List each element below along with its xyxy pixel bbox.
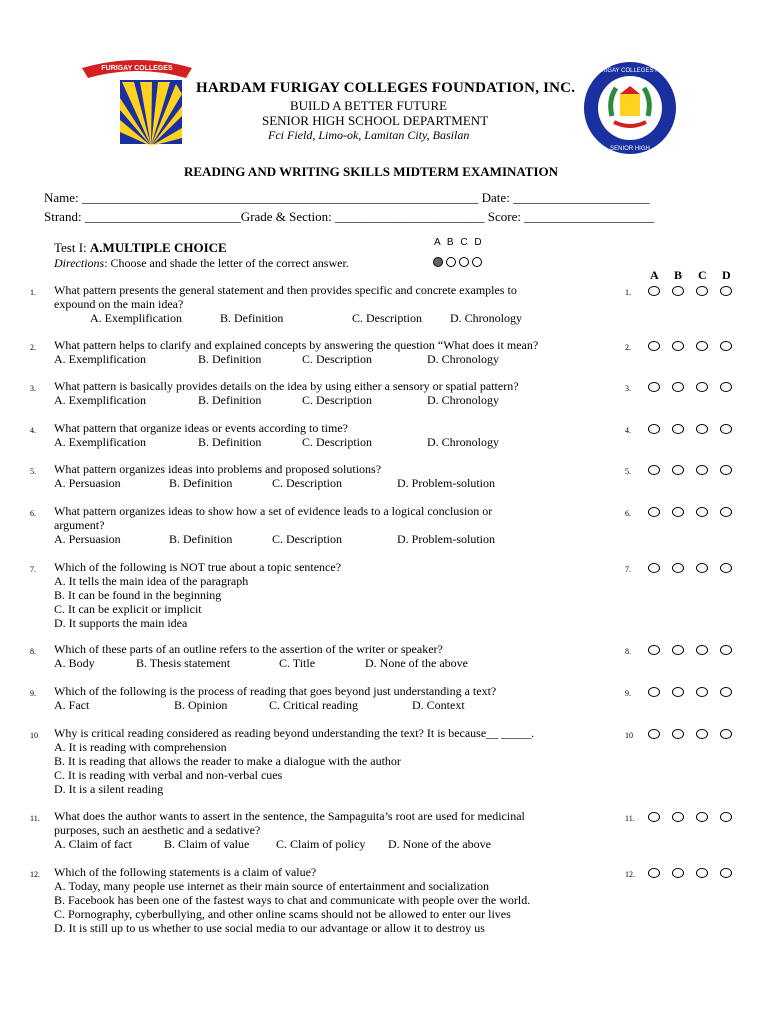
option-row — [54, 656, 594, 670]
question-text: Which of the following is NOT true about a topic sentence? — [54, 560, 342, 574]
answer-number: 10 — [625, 731, 633, 740]
question-number: 2. — [30, 343, 36, 352]
answer-option: A. Today, many people use internet as their main source of entertainment and socialization — [54, 879, 490, 893]
answer-option: B. Facebook has been one of the fastest ways to chat and communicate with people over the world. — [54, 893, 531, 907]
question-8 — [54, 642, 594, 670]
answer-option: B. Definition — [220, 311, 284, 325]
option-row — [54, 921, 594, 935]
answer-bubble-a-icon[interactable] — [648, 812, 660, 822]
answer-bubble-b-icon[interactable] — [672, 424, 684, 434]
answer-bubble-b-icon[interactable] — [672, 729, 684, 739]
school-seal-right — [565, 60, 695, 156]
question-number: 5. — [30, 467, 36, 476]
answer-option: D. Chronology — [427, 352, 499, 366]
answer-option: C. It can be explicit or implicit — [54, 602, 202, 616]
answer-bubble-b-icon[interactable] — [672, 563, 684, 573]
answer-bubble-b-icon[interactable] — [672, 286, 684, 296]
option-row — [54, 616, 594, 630]
answer-option: B. Definition — [198, 393, 262, 407]
answer-bubble-d-icon[interactable] — [720, 465, 732, 475]
question-text: What pattern organizes ideas into problems and proposed solutions? — [54, 462, 382, 476]
answer-bubble-b-icon[interactable] — [672, 465, 684, 475]
answer-bubble-c-icon[interactable] — [696, 563, 708, 573]
answer-option: C. Description — [302, 435, 372, 449]
question-text: What pattern organizes ideas to show how a set of evidence leads to a logical conclusion or — [54, 504, 493, 518]
answer-letter-b: B — [674, 268, 683, 282]
option-row — [54, 532, 594, 546]
answer-option: C. Description — [302, 352, 372, 366]
answer-option: A. Persuasion — [54, 476, 121, 490]
answer-bubble-d-icon[interactable] — [720, 382, 732, 392]
question-12 — [54, 865, 594, 935]
question-number: 3. — [30, 384, 36, 393]
option-row — [54, 311, 594, 325]
answer-bubble-d-icon[interactable] — [720, 563, 732, 573]
answer-bubbles — [648, 563, 732, 573]
answer-option: D. It is a silent reading — [54, 782, 164, 796]
answer-option: C. Description — [302, 393, 372, 407]
ribbon-text: FURIGAY COLLEGES — [101, 65, 173, 72]
exam-title: READING AND WRITING SKILLS MIDTERM EXAMINATION — [184, 164, 559, 179]
answer-bubble-d-icon[interactable] — [720, 341, 732, 351]
question-number: 11. — [30, 814, 40, 823]
question-9 — [54, 684, 594, 712]
answer-option: C. Title — [279, 656, 316, 670]
answer-option: C. Pornography, cyberbullying, and other online scams should not be allowed to enter our lives — [54, 907, 511, 921]
answer-option: A. Fact — [54, 698, 90, 712]
answer-letter-c: C — [698, 268, 707, 282]
directions-label: Directions — [54, 256, 105, 270]
answer-option: C. It is reading with verbal and non-verbal cues — [54, 768, 283, 782]
answer-bubble-a-icon[interactable] — [648, 465, 660, 475]
answer-letter-a: A — [650, 268, 659, 282]
option-row — [54, 476, 594, 490]
answer-bubbles — [648, 286, 732, 296]
answer-option: A. It tells the main idea of the paragraph — [54, 574, 249, 588]
answer-option: D. Chronology — [450, 311, 522, 325]
answer-bubble-d-icon[interactable] — [720, 645, 732, 655]
answer-bubble-a-icon[interactable] — [648, 382, 660, 392]
school-logo-left — [78, 54, 196, 154]
test-title: A.MULTIPLE CHOICE — [89, 240, 227, 255]
question-5 — [54, 462, 594, 490]
answer-bubble-c-icon[interactable] — [696, 687, 708, 697]
answer-bubble-b-icon[interactable] — [672, 341, 684, 351]
sample-bubble-shaded-icon — [433, 257, 443, 267]
answer-bubble-c-icon[interactable] — [696, 424, 708, 434]
answer-bubbles — [648, 424, 732, 434]
answer-bubble-a-icon[interactable] — [648, 286, 660, 296]
answer-option: A. Claim of fact — [54, 837, 132, 851]
answer-option: B. Definition — [198, 352, 262, 366]
answer-number: 2. — [625, 343, 631, 352]
answer-bubble-b-icon[interactable] — [672, 812, 684, 822]
answer-bubble-c-icon[interactable] — [696, 286, 708, 296]
answer-option: D. Chronology — [427, 393, 499, 407]
sample-bubble-icon — [446, 257, 456, 267]
answer-option: D. None of the above — [365, 656, 468, 670]
option-row — [54, 574, 594, 588]
answer-number: 5. — [625, 467, 631, 476]
answer-option: C. Description — [272, 476, 342, 490]
answer-option: C. Description — [352, 311, 422, 325]
answer-bubbles — [648, 812, 732, 822]
answer-number: 9. — [625, 689, 631, 698]
test-heading — [54, 240, 227, 256]
answer-number: 1. — [625, 288, 631, 297]
answer-option: C. Critical reading — [269, 698, 358, 712]
answer-bubble-c-icon[interactable] — [696, 645, 708, 655]
question-text: What pattern is basically provides details on the idea by using either a sensory or spatial pattern? — [54, 379, 519, 393]
question-text: argument? — [54, 518, 105, 532]
question-text: Why is critical reading considered as reading beyond understanding the text? It is because__ _____. — [54, 726, 535, 740]
answer-bubble-d-icon[interactable] — [720, 286, 732, 296]
question-7 — [54, 560, 594, 630]
answer-letter-d: D — [722, 268, 731, 282]
answer-option: A. Exemplification — [54, 352, 146, 366]
answer-option: B. It is reading that allows the reader to make a dialogue with the author — [54, 754, 401, 768]
answer-bubble-d-icon[interactable] — [720, 729, 732, 739]
option-row — [54, 435, 594, 449]
question-number: 9. — [30, 689, 36, 698]
answer-option: D. It is still up to us whether to use social media to our advantage or allow it to destroy us — [54, 921, 485, 935]
answer-bubble-c-icon[interactable] — [696, 868, 708, 878]
answer-option: B. Definition — [169, 476, 233, 490]
question-text: What pattern that organize ideas or events according to time? — [54, 421, 348, 435]
answer-number: 12. — [625, 870, 635, 879]
question-text: expound on the main idea? — [54, 297, 184, 311]
answer-option: A. Persuasion — [54, 532, 121, 546]
answer-bubbles — [648, 382, 732, 392]
option-row — [54, 754, 594, 768]
option-row — [54, 740, 594, 754]
option-row — [54, 879, 594, 893]
answer-option: B. Definition — [198, 435, 262, 449]
answer-bubble-d-icon[interactable] — [720, 868, 732, 878]
sample-bubbles — [433, 257, 482, 267]
question-number: 4. — [30, 426, 36, 435]
question-text: purposes, such an aesthetic and a sedative? — [54, 823, 261, 837]
answer-bubble-b-icon[interactable] — [672, 507, 684, 517]
answer-bubble-c-icon[interactable] — [696, 729, 708, 739]
answer-bubble-d-icon[interactable] — [720, 687, 732, 697]
question-text: Which of the following is the process of reading that goes beyond just understanding a text? — [54, 684, 497, 698]
answer-bubble-b-icon[interactable] — [672, 687, 684, 697]
answer-option: C. Claim of policy — [276, 837, 366, 851]
answer-bubble-a-icon[interactable] — [648, 687, 660, 697]
seal-bottom-text: SENIOR HIGH — [610, 146, 650, 152]
answer-bubbles — [648, 341, 732, 351]
answer-bubble-c-icon[interactable] — [696, 812, 708, 822]
question-10 — [54, 726, 594, 796]
answer-option: A. Exemplification — [54, 435, 146, 449]
answer-option: D. It supports the main idea — [54, 616, 188, 630]
answer-option: B. It can be found in the beginning — [54, 588, 222, 602]
answer-bubble-c-icon[interactable] — [696, 341, 708, 351]
answer-option: A. Body — [54, 656, 95, 670]
answer-bubble-c-icon[interactable] — [696, 382, 708, 392]
question-2 — [54, 338, 594, 366]
question-text: Which of the following statements is a claim of value? — [54, 865, 317, 879]
answer-option: D. Context — [412, 698, 465, 712]
answer-bubble-d-icon[interactable] — [720, 424, 732, 434]
answer-option: D. Chronology — [427, 435, 499, 449]
question-11 — [54, 809, 594, 851]
option-row — [54, 698, 594, 712]
option-row — [54, 893, 594, 907]
question-1 — [54, 283, 594, 325]
answer-bubbles — [648, 645, 732, 655]
sample-bubble-icon — [459, 257, 469, 267]
question-number: 7. — [30, 565, 36, 574]
option-row — [54, 837, 594, 851]
sample-letters: A B C D — [434, 237, 484, 248]
school-name: HARDAM FURIGAY COLLEGES FOUNDATION, INC. — [196, 80, 576, 96]
answer-bubbles — [648, 465, 732, 475]
name-date-line: Name: _____________________________________________________________ Date: _____________________ — [44, 190, 650, 205]
directions-text: : Choose and shade the letter of the correct answer. — [104, 256, 349, 270]
question-text: What does the author wants to assert in the sentence, the Sampaguita’s root are used for medicinal — [54, 809, 525, 823]
answer-option: B. Thesis statement — [136, 656, 231, 670]
answer-number: 11. — [625, 814, 635, 823]
option-row — [54, 768, 594, 782]
school-motto: BUILD A BETTER FUTURE — [290, 98, 448, 113]
answer-bubbles — [648, 687, 732, 697]
answer-number: 8. — [625, 647, 631, 656]
answer-bubble-a-icon[interactable] — [648, 424, 660, 434]
question-text: Which of these parts of an outline refers to the assertion of the writer or speaker? — [54, 642, 443, 656]
question-number: 1. — [30, 288, 36, 297]
answer-option: B. Definition — [169, 532, 233, 546]
answer-bubble-a-icon[interactable] — [648, 341, 660, 351]
answer-bubble-c-icon[interactable] — [696, 507, 708, 517]
answer-option: A. It is reading with comprehension — [54, 740, 227, 754]
question-number: 8. — [30, 647, 36, 656]
answer-bubbles — [648, 507, 732, 517]
department-name: SENIOR HIGH SCHOOL DEPARTMENT — [262, 113, 489, 128]
question-3 — [54, 379, 594, 407]
seal-text: HARDAM FURIGAY COLLEGES FOUNDATION — [565, 68, 695, 74]
answer-option: D. Problem-solution — [397, 532, 495, 546]
answer-bubble-a-icon[interactable] — [648, 563, 660, 573]
option-row — [54, 782, 594, 796]
option-row — [54, 602, 594, 616]
answer-number: 6. — [625, 509, 631, 518]
answer-bubble-b-icon[interactable] — [672, 382, 684, 392]
answer-option: C. Description — [272, 532, 342, 546]
answer-number: 4. — [625, 426, 631, 435]
question-text: What pattern presents the general statement and then provides specific and concrete examples to — [54, 283, 517, 297]
answer-option: B. Claim of value — [164, 837, 250, 851]
answer-number: 3. — [625, 384, 631, 393]
question-text: What pattern helps to clarify and explained concepts by answering the question “What does it mean? — [54, 338, 539, 352]
answer-bubble-a-icon[interactable] — [648, 507, 660, 517]
answer-number: 7. — [625, 565, 631, 574]
answer-bubble-b-icon[interactable] — [672, 645, 684, 655]
answer-bubble-b-icon[interactable] — [672, 868, 684, 878]
answer-bubble-c-icon[interactable] — [696, 465, 708, 475]
option-row — [54, 393, 594, 407]
answer-bubble-d-icon[interactable] — [720, 507, 732, 517]
answer-option: D. None of the above — [388, 837, 491, 851]
question-number: 6. — [30, 509, 36, 518]
answer-option: D. Problem-solution — [397, 476, 495, 490]
question-number: 10 — [30, 731, 38, 740]
option-row — [54, 352, 594, 366]
question-6 — [54, 504, 594, 546]
option-row — [54, 588, 594, 602]
answer-bubbles — [648, 868, 732, 878]
answer-bubble-a-icon[interactable] — [648, 868, 660, 878]
answer-bubble-d-icon[interactable] — [720, 812, 732, 822]
strand-section-score-line: Strand: ________________________Grade & Section: _______________________ Score: ____________________ — [44, 209, 655, 224]
directions — [54, 256, 349, 271]
answer-bubble-a-icon[interactable] — [648, 645, 660, 655]
answer-bubble-a-icon[interactable] — [648, 729, 660, 739]
answer-option: A. Exemplification — [54, 393, 146, 407]
school-address: Fci Field, Limo-ok, Lamitan City, Basilan — [268, 128, 470, 142]
answer-option: A. Exemplification — [90, 311, 182, 325]
question-number: 12. — [30, 870, 40, 879]
question-4 — [54, 421, 594, 449]
answer-option: B. Opinion — [174, 698, 228, 712]
test-number: Test I: — [54, 240, 87, 255]
option-row — [54, 907, 594, 921]
answer-bubbles — [648, 729, 732, 739]
sample-bubble-icon — [472, 257, 482, 267]
